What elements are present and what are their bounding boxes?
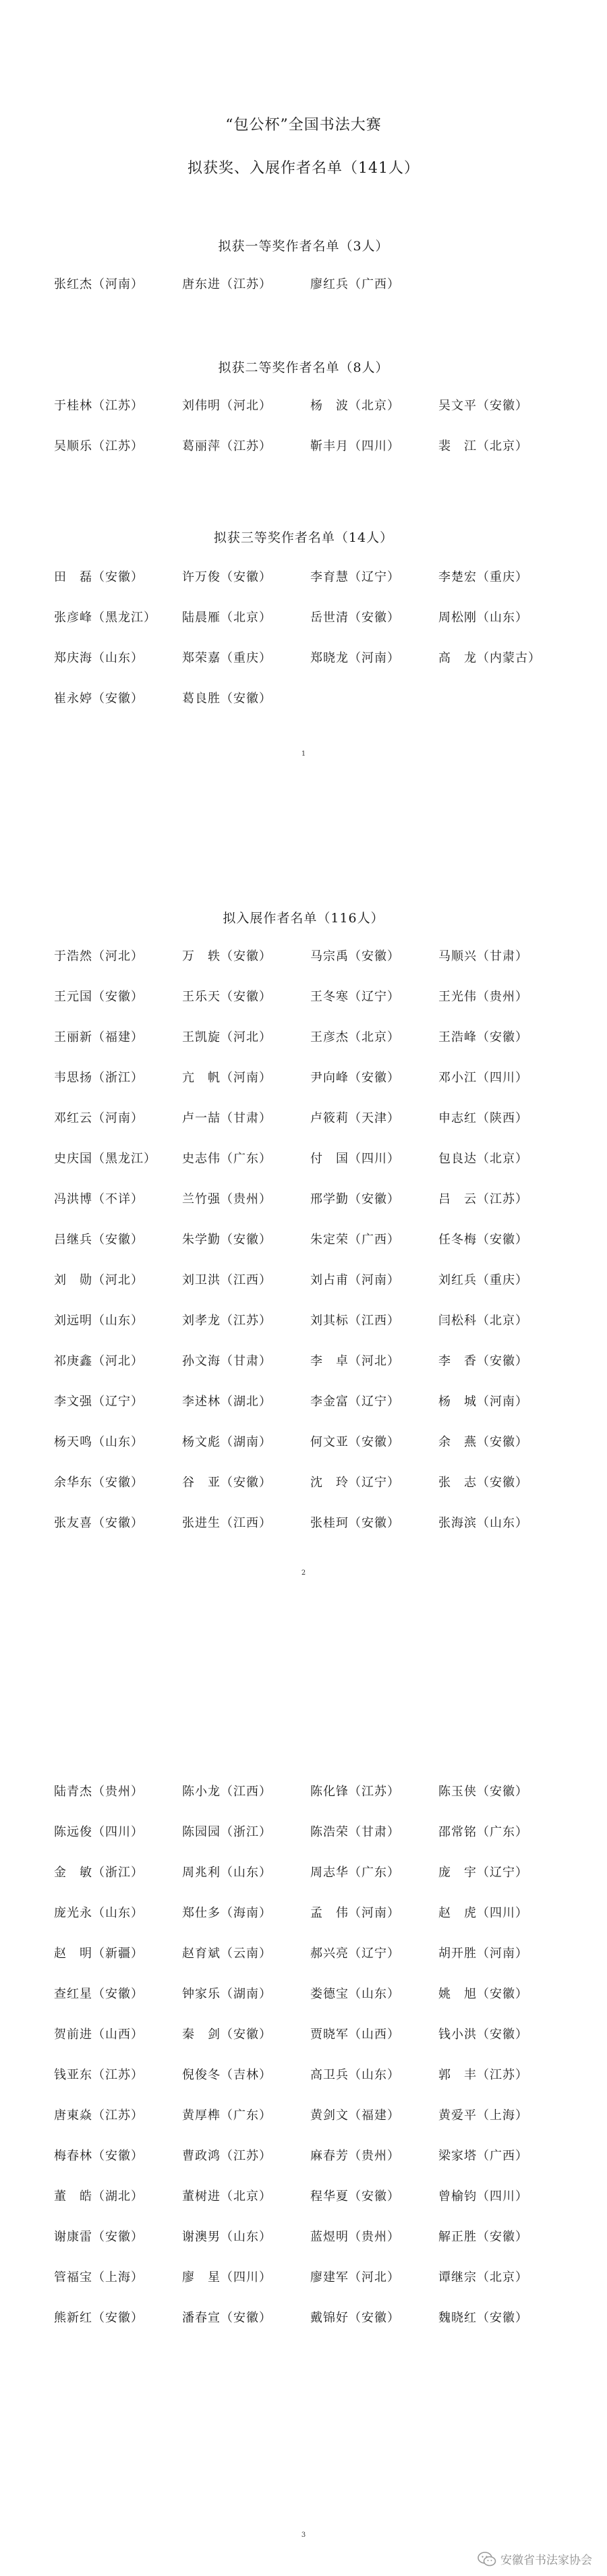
name-entry: 赵育斌（云南）	[182, 1947, 272, 1961]
name-entry: 陆晨雁（北京）	[182, 611, 272, 625]
name-entry: 王彦杰（北京）	[310, 1030, 400, 1044]
name-entry: 贾晓军（山西）	[310, 2027, 400, 2042]
document-subtitle: 拟获奖、入展作者名单（141人）	[187, 160, 420, 177]
name-entry: 倪俊冬（吉林）	[182, 2068, 272, 2082]
name-entry: 卢筱莉（天津）	[310, 1111, 400, 1125]
name-entry: 崔永婷（安徽）	[54, 692, 144, 706]
name-entry: 郑仕多（海南）	[182, 1906, 272, 1920]
name-entry: 廖建军（河北）	[310, 2270, 400, 2285]
name-entry: 王元国（安徽）	[54, 990, 144, 1004]
name-entry: 邢学勤（安徽）	[310, 1192, 400, 1206]
first-prize-heading: 拟获一等奖作者名单（3人）	[218, 239, 389, 254]
name-entry: 靳丰月（四川）	[310, 439, 400, 453]
name-entry: 胡开胜（河南）	[438, 1947, 528, 1961]
third-prize-list	[54, 557, 567, 719]
name-entry: 朱学勤（安徽）	[182, 1233, 272, 1247]
name-entry: 黄剑文（福建）	[310, 2108, 400, 2123]
name-entry: 钱亚东（江苏）	[54, 2068, 144, 2082]
name-entry: 廖 星（四川）	[182, 2270, 272, 2285]
name-entry: 吴文平（安徽）	[438, 399, 528, 413]
name-entry: 周兆利（山东）	[182, 1866, 272, 1880]
name-entry: 曹政鸿（江苏）	[182, 2149, 272, 2163]
name-entry: 郭 丰（江苏）	[438, 2068, 528, 2082]
name-entry: 邓红云（河南）	[54, 1111, 144, 1125]
name-entry: 张 志（安徽）	[438, 1476, 528, 1490]
name-entry: 陆青杰（贵州）	[54, 1785, 144, 1799]
name-entry: 余 燕（安徽）	[438, 1435, 528, 1449]
name-entry: 王丽新（福建）	[54, 1030, 144, 1044]
name-entry: 姚 旭（安徽）	[438, 1987, 528, 2001]
name-entry: 闫松科（北京）	[438, 1314, 528, 1328]
name-entry: 魏晓红（安徽）	[438, 2311, 528, 2325]
name-entry: 廖红兵（广西）	[310, 277, 400, 291]
document-title: “包公杯”全国书法大赛	[225, 117, 382, 134]
name-entry: 李育慧（辽宁）	[310, 570, 400, 584]
name-entry: 田 磊（安徽）	[54, 570, 144, 584]
watermark-text: 安徽省书法家协会	[500, 2554, 592, 2567]
name-entry: 王凯旋（河北）	[182, 1030, 272, 1044]
name-entry: 王浩峰（安徽）	[438, 1030, 528, 1044]
name-entry: 尹向峰（安徽）	[310, 1071, 400, 1085]
name-entry: 陈浩荣（甘肃）	[310, 1825, 400, 1839]
name-entry: 韦思扬（浙江）	[54, 1071, 144, 1085]
name-entry: 刘占甫（河南）	[310, 1273, 400, 1287]
name-entry: 卢一喆（甘肃）	[182, 1111, 272, 1125]
page-number: 1	[301, 750, 306, 758]
name-entry: 包良达（北京）	[438, 1152, 528, 1166]
name-entry: 杨文彪（湖南）	[182, 1435, 272, 1449]
name-entry: 熊新红（安徽）	[54, 2311, 144, 2325]
name-entry: 张桂珂（安徽）	[310, 1516, 400, 1530]
name-entry: 李金富（辽宁）	[310, 1395, 400, 1409]
name-entry: 马顺兴（甘肃）	[438, 949, 528, 963]
name-entry: 李 卓（河北）	[310, 1354, 400, 1368]
name-entry: 梅春林（安徽）	[54, 2149, 144, 2163]
name-entry: 陈化锋（江苏）	[310, 1785, 400, 1799]
name-entry: 贺前进（山西）	[54, 2027, 144, 2042]
name-entry: 陈远俊（四川）	[54, 1825, 144, 1839]
name-entry: 邵常铭（广东）	[438, 1825, 528, 1839]
name-entry: 岳世清（安徽）	[310, 611, 400, 625]
name-entry: 刘孝龙（江苏）	[182, 1314, 272, 1328]
name-entry: 谭继宗（北京）	[438, 2270, 528, 2285]
name-entry: 孟 伟（河南）	[310, 1906, 400, 1920]
name-entry: 刘伟明（河北）	[182, 399, 272, 413]
name-entry: 陈园园（浙江）	[182, 1825, 272, 1839]
name-entry: 申志红（陕西）	[438, 1111, 528, 1125]
name-entry: 杨天鸣（山东）	[54, 1435, 144, 1449]
second-prize-list	[54, 386, 567, 467]
name-entry: 高 龙（内蒙古）	[438, 651, 541, 665]
name-entry: 于浩然（河北）	[54, 949, 144, 963]
name-entry: 杨 波（北京）	[310, 399, 400, 413]
name-entry: 万 轶（安徽）	[182, 949, 272, 963]
name-entry: 付 国（四川）	[310, 1152, 400, 1166]
name-entry: 李述林（湖北）	[182, 1395, 272, 1409]
name-entry: 娄德宝（山东）	[310, 1987, 400, 2001]
name-entry: 裴 江（北京）	[438, 439, 528, 453]
name-entry: 吴顺乐（江苏）	[54, 439, 144, 453]
name-entry: 谢康雷（安徽）	[54, 2230, 144, 2244]
name-entry: 戴锦好（安徽）	[310, 2311, 400, 2325]
name-entry: 唐东进（江苏）	[182, 277, 272, 291]
name-entry: 冯洪博（不详）	[54, 1192, 144, 1206]
name-entry: 管福宝（上海）	[54, 2270, 144, 2285]
name-entry: 王乐天（安徽）	[182, 990, 272, 1004]
page-number: 2	[301, 1569, 306, 1577]
name-entry: 马宗禹（安徽）	[310, 949, 400, 963]
name-entry: 何文亚（安徽）	[310, 1435, 400, 1449]
name-entry: 庞 宇（辽宁）	[438, 1866, 528, 1880]
name-entry: 葛丽萍（江苏）	[182, 439, 272, 453]
name-entry: 刘远明（山东）	[54, 1314, 144, 1328]
name-entry: 谢澳男（山东）	[182, 2230, 272, 2244]
name-entry: 查红星（安徽）	[54, 1987, 144, 2001]
watermark	[478, 2550, 592, 2567]
exhibition-list-page2	[54, 936, 567, 1544]
name-entry: 黄爱平（上海）	[438, 2108, 528, 2123]
name-entry: 秦 剑（安徽）	[182, 2027, 272, 2042]
name-entry: 张红杰（河南）	[54, 277, 144, 291]
name-entry: 葛良胜（安徽）	[182, 692, 272, 706]
third-prize-heading: 拟获三等奖作者名单（14人）	[213, 530, 394, 545]
name-entry: 沈 玲（辽宁）	[310, 1476, 400, 1490]
name-entry: 陈小龙（江西）	[182, 1785, 272, 1799]
name-entry: 解正胜（安徽）	[438, 2230, 528, 2244]
name-entry: 刘卫洪（江西）	[182, 1273, 272, 1287]
name-entry: 于桂林（江苏）	[54, 399, 144, 413]
name-entry: 唐東焱（江苏）	[54, 2108, 144, 2123]
name-entry: 谷 亚（安徽）	[182, 1476, 272, 1490]
name-entry: 赵 明（新疆）	[54, 1947, 144, 1961]
name-entry: 周志华（广东）	[310, 1866, 400, 1880]
name-entry: 郑庆海（山东）	[54, 651, 144, 665]
second-prize-heading: 拟获二等奖作者名单（8人）	[218, 360, 389, 375]
name-entry: 高卫兵（山东）	[310, 2068, 400, 2082]
name-entry: 张海滨（山东）	[438, 1516, 528, 1530]
name-entry: 董树进（北京）	[182, 2189, 272, 2204]
name-entry: 张彦峰（黑龙江）	[54, 611, 156, 625]
name-entry: 刘 勋（河北）	[54, 1273, 144, 1287]
name-entry: 吕 云（江苏）	[438, 1192, 528, 1206]
name-entry: 郝兴亮（辽宁）	[310, 1947, 400, 1961]
name-entry: 邓小江（四川）	[438, 1071, 528, 1085]
name-entry: 祁庚鑫（河北）	[54, 1354, 144, 1368]
name-entry: 郑荣嘉（重庆）	[182, 651, 272, 665]
name-entry: 潘春宣（安徽）	[182, 2311, 272, 2325]
name-entry: 史志伟（广东）	[182, 1152, 272, 1166]
name-entry: 余华东（安徽）	[54, 1476, 144, 1490]
name-entry: 曾榆钧（四川）	[438, 2189, 528, 2204]
name-entry: 刘红兵（重庆）	[438, 1273, 528, 1287]
name-entry: 钟家乐（湖南）	[182, 1987, 272, 2001]
name-entry: 董 皓（湖北）	[54, 2189, 144, 2204]
name-entry: 庞光永（山东）	[54, 1906, 144, 1920]
name-entry: 黄厚榫（广东）	[182, 2108, 272, 2123]
first-prize-list	[54, 264, 567, 305]
name-entry: 孙文海（甘肃）	[182, 1354, 272, 1368]
exhibition-list-page3	[54, 1772, 567, 2339]
exhibition-heading: 拟入展作者名单（116人）	[223, 911, 384, 926]
name-entry: 王冬寒（辽宁）	[310, 990, 400, 1004]
name-entry: 郑晓龙（河南）	[310, 651, 400, 665]
name-entry: 张友喜（安徽）	[54, 1516, 144, 1530]
name-entry: 兰竹强（贵州）	[182, 1192, 272, 1206]
name-entry: 陈玉侠（安徽）	[438, 1785, 528, 1799]
name-entry: 朱定荣（广西）	[310, 1233, 400, 1247]
name-entry: 任冬梅（安徽）	[438, 1233, 528, 1247]
name-entry: 亢 帆（河南）	[182, 1071, 272, 1085]
name-entry: 麻春芳（贵州）	[310, 2149, 400, 2163]
name-entry: 李 香（安徽）	[438, 1354, 528, 1368]
name-entry: 蓝煜明（贵州）	[310, 2230, 400, 2244]
name-entry: 张进生（江西）	[182, 1516, 272, 1530]
wechat-icon	[478, 2552, 496, 2567]
name-entry: 梁家塔（广西）	[438, 2149, 528, 2163]
name-entry: 史庆国（黑龙江）	[54, 1152, 156, 1166]
name-entry: 王光伟（贵州）	[438, 990, 528, 1004]
name-entry: 周松刚（山东）	[438, 611, 528, 625]
name-entry: 赵 虎（四川）	[438, 1906, 528, 1920]
name-entry: 吕继兵（安徽）	[54, 1233, 144, 1247]
name-entry: 钱小洪（安徽）	[438, 2027, 528, 2042]
name-entry: 李文强（辽宁）	[54, 1395, 144, 1409]
name-entry: 许万俊（安徽）	[182, 570, 272, 584]
name-entry: 杨 城（河南）	[438, 1395, 528, 1409]
name-entry: 金 敏（浙江）	[54, 1866, 144, 1880]
name-entry: 刘其标（江西）	[310, 1314, 400, 1328]
name-entry: 李楚宏（重庆）	[438, 570, 528, 584]
page-number: 3	[301, 2531, 306, 2539]
name-entry: 程华夏（安徽）	[310, 2189, 400, 2204]
